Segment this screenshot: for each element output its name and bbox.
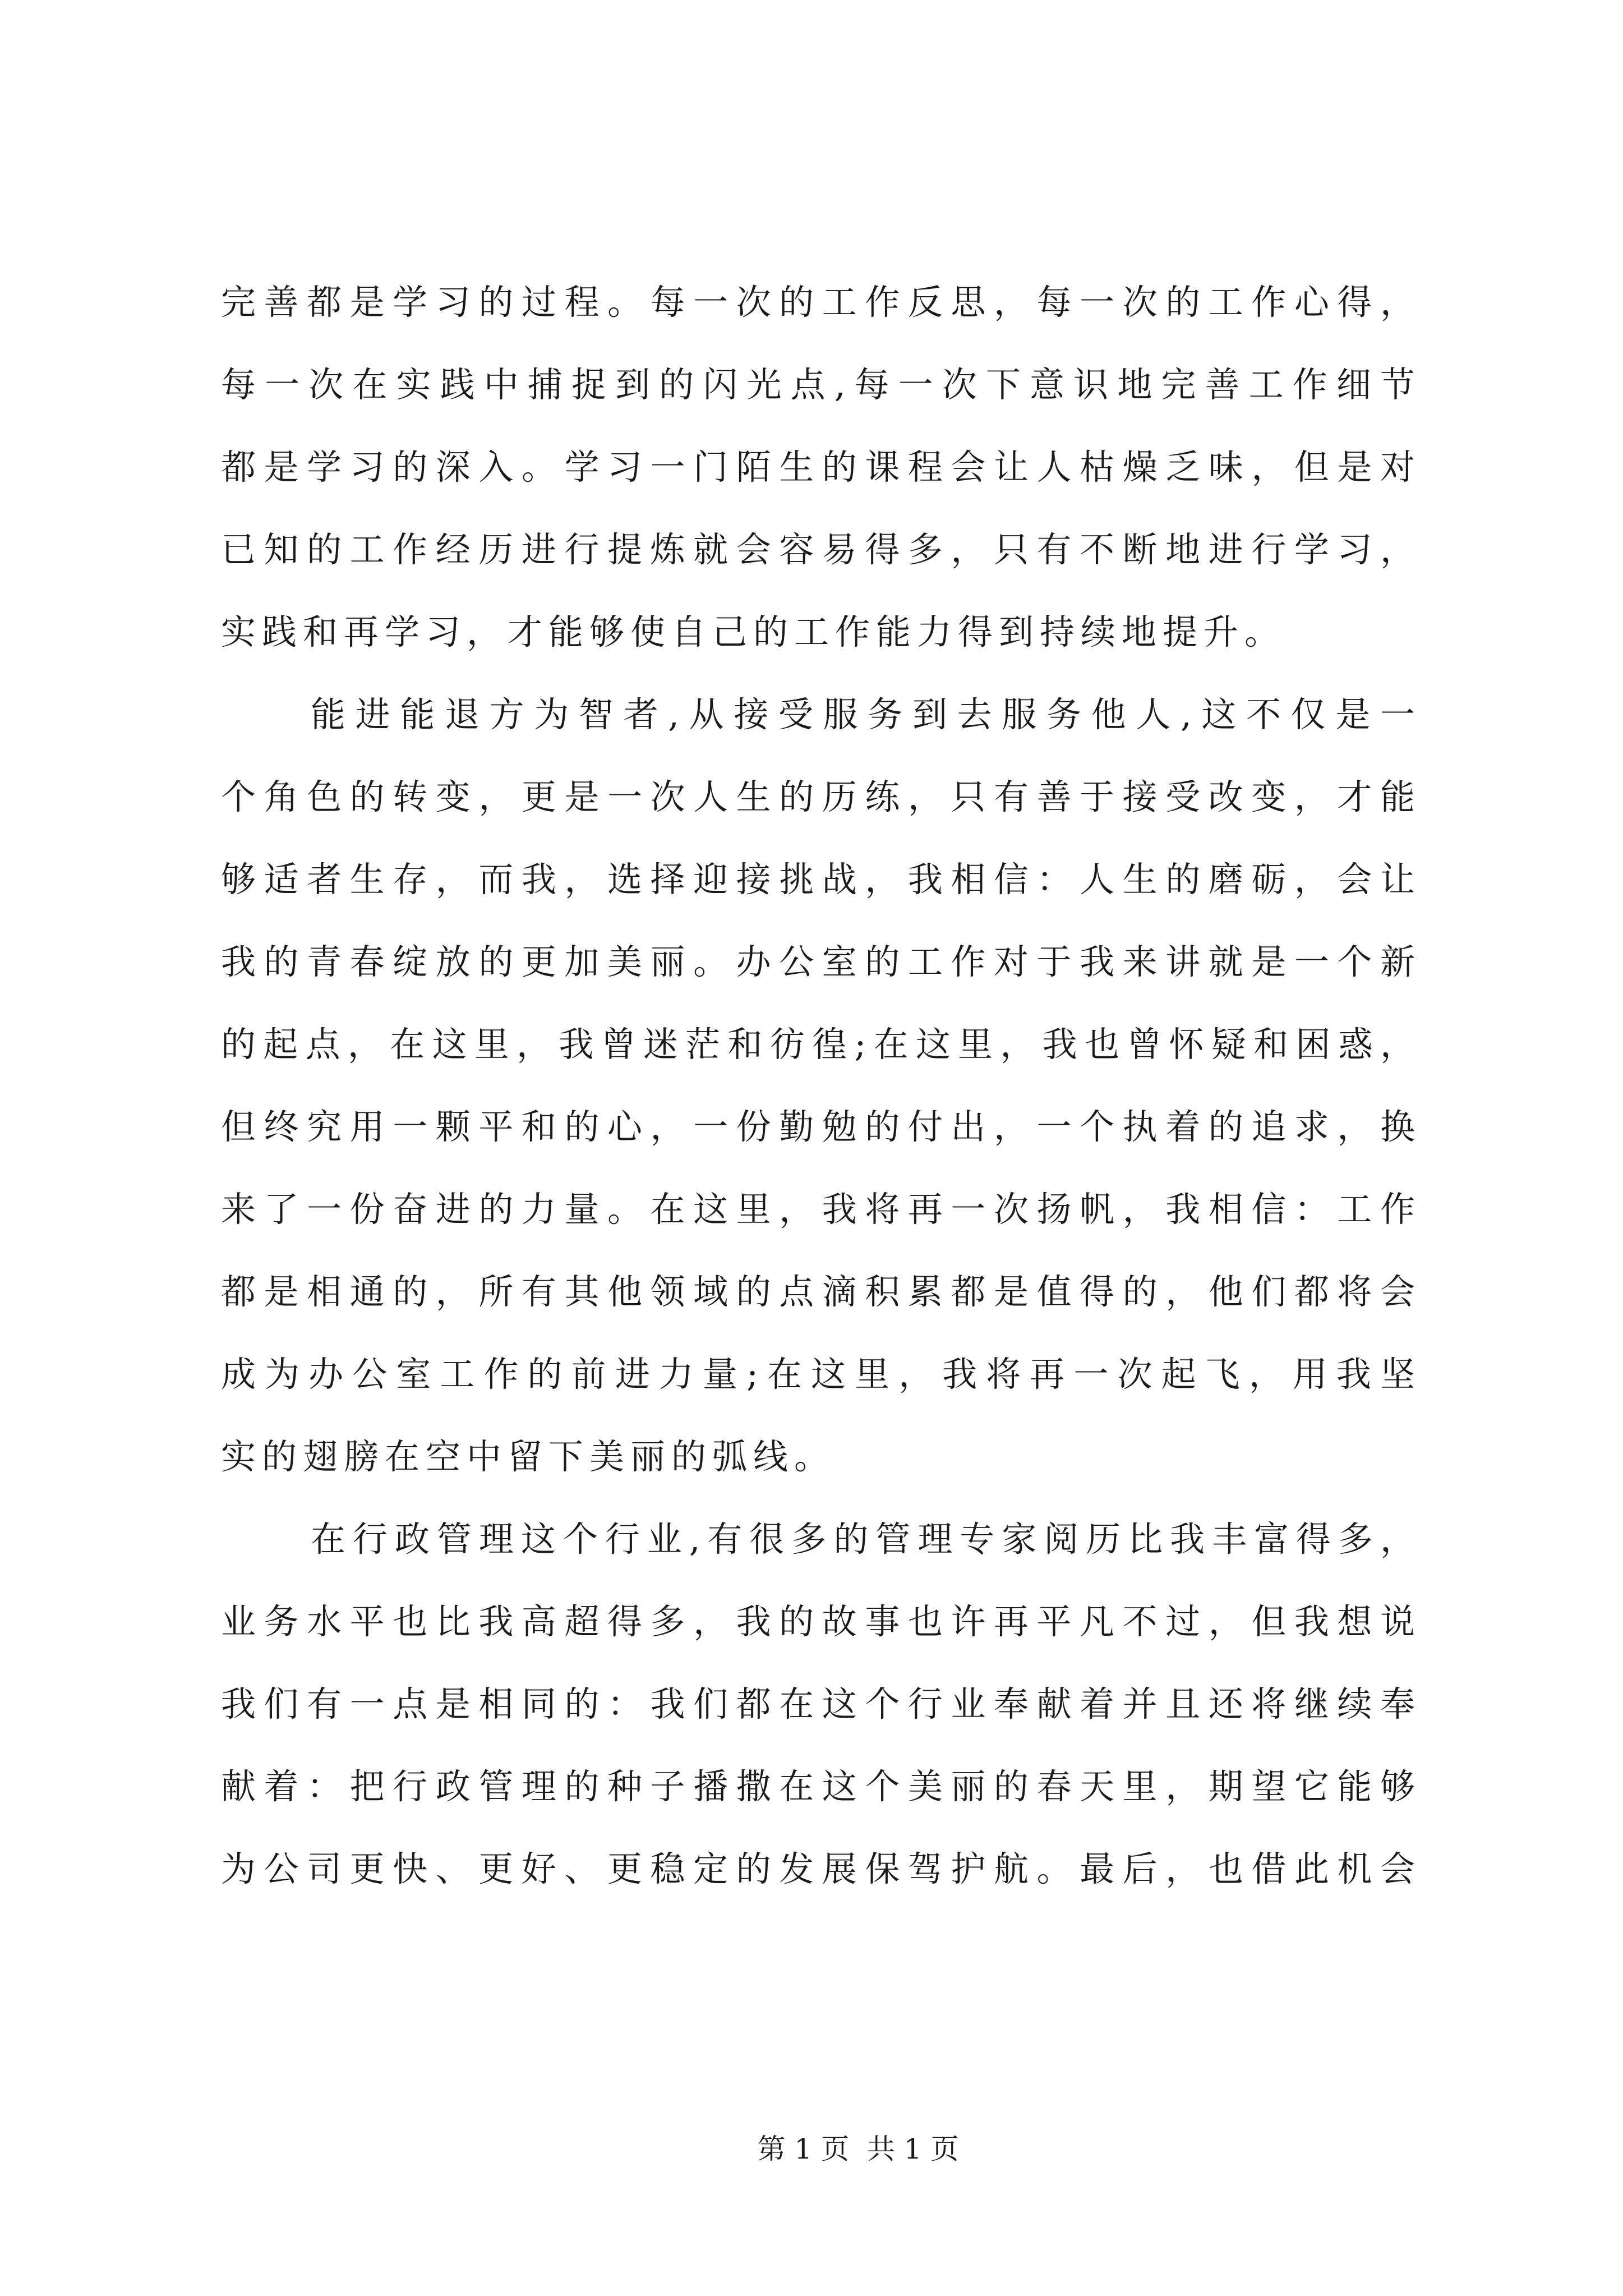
text-line: 已知的工作经历进行提炼就会容易得多，只有不断地进行学习， bbox=[221, 529, 1421, 570]
text-line: 每一次在实践中捕捉到的闪光点,每一次下意识地完善工作细节 bbox=[221, 364, 1421, 405]
text-line: 够适者生存，而我，选择迎接挑战，我相信：人生的磨砺，会让 bbox=[221, 859, 1421, 900]
document-body bbox=[221, 261, 1421, 1910]
text-line: 我的青春绽放的更加美丽。办公室的工作对于我来讲就是一个新 bbox=[221, 941, 1421, 982]
text-line: 个角色的转变，更是一次人生的历练，只有善于接受改变，才能 bbox=[221, 776, 1421, 817]
text-line: 来了一份奋进的力量。在这里，我将再一次扬帆，我相信：工作 bbox=[221, 1189, 1421, 1230]
text-line: 成为办公室工作的前进力量;在这里，我将再一次起飞，用我坚 bbox=[221, 1354, 1421, 1395]
text-line: 能进能退方为智者,从接受服务到去服务他人,这不仅是一 bbox=[311, 694, 1421, 735]
text-line: 的起点，在这里，我曾迷茫和彷徨;在这里，我也曾怀疑和困惑， bbox=[221, 1024, 1421, 1065]
text-line: 业务水平也比我高超得多，我的故事也许再平凡不过，但我想说 bbox=[221, 1601, 1421, 1642]
text-line: 实的翅膀在空中留下美丽的弧线。 bbox=[221, 1436, 836, 1477]
text-line: 都是相通的，所有其他领域的点滴积累都是值得的，他们都将会 bbox=[221, 1271, 1421, 1312]
paragraph bbox=[221, 261, 1421, 673]
page-footer: 第 1 页 共 1 页 bbox=[757, 2133, 959, 2165]
text-line: 实践和再学习，才能够使自己的工作能力得到持续地提升。 bbox=[221, 611, 1286, 652]
text-line: 但终究用一颗平和的心，一份勤勉的付出，一个执着的追求，换 bbox=[221, 1106, 1421, 1147]
paragraph bbox=[221, 1498, 1421, 1910]
text-line: 我们有一点是相同的：我们都在这个行业奉献着并且还将继续奉 bbox=[221, 1683, 1421, 1724]
text-line: 为公司更快、更好、更稳定的发展保驾护航。最后，也借此机会 bbox=[221, 1848, 1421, 1889]
text-line: 献着：把行政管理的种子播撒在这个美丽的春天里，期望它能够 bbox=[221, 1766, 1421, 1807]
text-line: 都是学习的深入。学习一门陌生的课程会让人枯燥乏味，但是对 bbox=[221, 447, 1421, 487]
paragraph bbox=[221, 673, 1421, 1498]
text-line: 在行政管理这个行业,有很多的管理专家阅历比我丰富得多， bbox=[311, 1519, 1421, 1559]
text-line: 完善都是学习的过程。每一次的工作反思，每一次的工作心得， bbox=[221, 282, 1421, 323]
